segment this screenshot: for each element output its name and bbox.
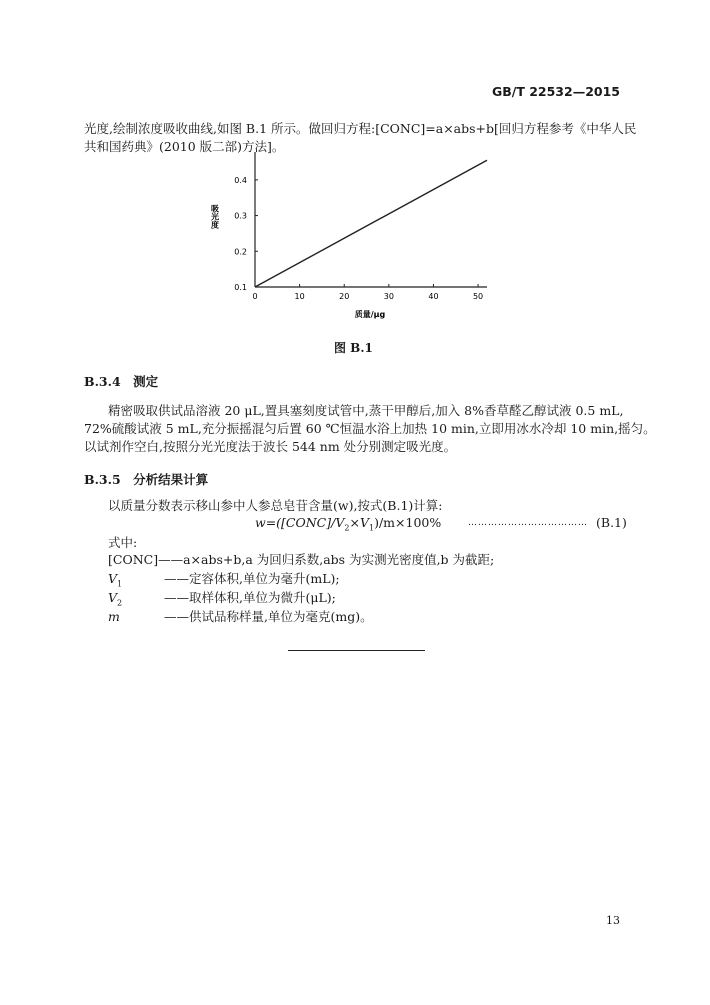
x-tick-label-0: 0 <box>252 292 258 301</box>
formula-dots: ……………………………… <box>468 518 588 528</box>
x-axis-label: 质量/μg <box>354 310 386 319</box>
formula-v1-sub: 1 <box>368 523 375 533</box>
symbol-v1: $V_1$ <box>108 571 123 589</box>
calibration-chart <box>195 152 495 324</box>
chart-svg <box>195 152 495 324</box>
b34-line-2: 72%硫酸试液 5 mL,充分振摇混匀后置 60 ℃恒温水浴上加热 10 min,立即用冰水冷却 10 min,摇匀。 <box>84 421 656 436</box>
definition-v2-text: ——取样体积,单位为微升(μL); <box>164 590 336 605</box>
intro-line-2: 共和国药典》(2010 版二部)方法]。 <box>84 139 285 154</box>
formula-main: w=([CONC]/ <box>255 515 336 530</box>
formula-number: (B.1) <box>596 515 627 530</box>
formula-b1 <box>255 514 441 538</box>
x-tick-label-3: 30 <box>383 292 394 301</box>
definition-m-text: ——供试品称样量,单位为毫克(mg)。 <box>164 609 373 624</box>
b34-line-1: 精密吸取供试品溶液 20 μL,置具塞刻度试管中,蒸干甲醇后,加入 8%香草醛乙醇试液 0.5 mL, <box>108 403 624 418</box>
standard-code: GB/T 22532—2015 <box>491 84 620 99</box>
definition-v1-text: ——定容体积,单位为毫升(mL); <box>164 571 340 586</box>
b34-line-3: 以试剂作空白,按照分光光度法于波长 544 nm 处分别测定吸光度。 <box>84 439 457 454</box>
y-tick-label-1: 0.2 <box>234 247 247 257</box>
symbol-v2: $V_2$ <box>108 590 123 608</box>
definition-conc <box>108 551 494 569</box>
symbol-conc: [CONC] <box>108 552 159 567</box>
formula-tail: )/m×100% <box>374 515 442 530</box>
y-tick-label-0: 0.1 <box>234 283 247 292</box>
symbol-m: m <box>108 609 120 624</box>
formula-v2-sub: 2 <box>344 523 350 533</box>
definition-m <box>108 608 373 626</box>
x-tick-label-2: 20 <box>339 292 350 301</box>
section-heading-b35: B.3.5 分析结果计算 <box>84 472 209 487</box>
y-axis-label: 吸光度 <box>210 204 220 229</box>
definition-conc-text: ——a×abs+b,a 为回归系数,abs 为实测光密度值,b 为截距; <box>158 552 495 567</box>
section-heading-b34: B.3.4 测定 <box>84 374 159 389</box>
x-tick-label-1: 10 <box>294 292 305 301</box>
page-number: 13 <box>606 914 620 927</box>
x-tick-label-4: 40 <box>428 292 439 301</box>
where-label: 式中: <box>108 535 138 550</box>
figure-caption: 图 B.1 <box>334 341 373 355</box>
formula-v2: V <box>335 515 345 530</box>
x-tick-label-5: 50 <box>472 292 484 301</box>
end-rule <box>288 650 425 651</box>
formula-v1: V <box>359 515 369 530</box>
series-line-0 <box>255 160 487 287</box>
formula-times: × <box>349 515 360 530</box>
b35-intro: 以质量分数表示移山参中人参总皂苷含量(w),按式(B.1)计算: <box>108 498 443 513</box>
y-tick-label-3: 0.4 <box>234 175 247 185</box>
y-tick-label-2: 0.3 <box>234 211 247 221</box>
intro-line-1: 光度,绘制浓度吸收曲线,如图 B.1 所示。做回归方程:[CONC]=a×abs+b[回归方程参考《中华人民 <box>84 121 637 136</box>
